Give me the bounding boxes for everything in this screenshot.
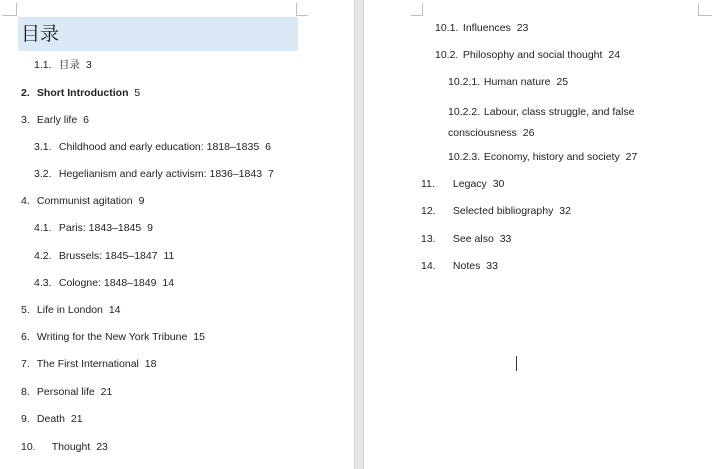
toc-entry[interactable] (21, 357, 156, 371)
toc-entry-page: 21 (100, 386, 113, 398)
toc-entry-number: 2. (21, 87, 30, 99)
toc-entry-page: 15 (193, 331, 205, 343)
toc-entry-title: Death (36, 413, 65, 425)
toc-entry-page: 5 (134, 87, 141, 99)
toc-entry-title: Short Introduction (36, 87, 129, 99)
toc-entry-number: 4.2. (34, 250, 52, 262)
toc-entry-title: Human nature (483, 76, 551, 88)
toc-entry-page: 33 (499, 233, 512, 245)
toc-entry-title: Personal life (36, 386, 95, 398)
toc-entry-number: 4.3. (34, 277, 52, 289)
toc-entry[interactable] (435, 48, 620, 62)
toc-entry-page: 25 (556, 76, 569, 88)
toc-entry-page: 23 (96, 441, 108, 453)
toc-entry-title: Hegelianism and early activism: 1836–1843 (58, 168, 263, 180)
toc-entry-number: 10.1. (435, 22, 459, 34)
toc-entry-number: 7. (21, 358, 30, 370)
toc-entry-page: 11 (163, 250, 175, 262)
toc-entry-title: The First International (36, 358, 139, 370)
toc-entry-number: 10.2.2. (448, 106, 481, 118)
toc-entry[interactable] (21, 385, 112, 399)
toc-entry-page: 27 (625, 151, 638, 163)
toc-entry-page: 23 (516, 22, 529, 34)
toc-entry-number: 11. (421, 178, 435, 190)
toc-entry[interactable] (421, 232, 511, 246)
toc-entry-page: 14 (108, 304, 121, 316)
toc-entry-title: Cologne: 1848–1849 (58, 277, 157, 289)
toc-heading-highlight (18, 17, 298, 51)
toc-entry-page: 30 (492, 178, 505, 190)
toc-entry-title: Brussels: 1845–1847 (58, 250, 158, 262)
toc-entry[interactable] (448, 102, 706, 144)
toc-entry-number: 9. (21, 413, 30, 425)
toc-entry[interactable] (448, 150, 637, 164)
toc-entry-number: 3. (21, 114, 30, 126)
toc-entry-title: Economy, history and society (483, 151, 620, 163)
toc-entry-number: 3.1. (34, 141, 52, 153)
toc-entry-title: 目录 (58, 59, 80, 71)
toc-entry[interactable] (34, 140, 271, 154)
toc-entry[interactable] (34, 276, 174, 290)
toc-entry-title: Selected bibliography (452, 205, 554, 217)
toc-entry[interactable] (435, 21, 528, 35)
toc-entry-page: 9 (138, 195, 145, 207)
toc-entry[interactable] (421, 259, 498, 273)
toc-entry-number: 10.2.3. (448, 151, 481, 163)
toc-entry-title: Communist agitation (36, 195, 133, 207)
toc-entry[interactable] (34, 58, 92, 72)
toc-entry[interactable] (21, 330, 205, 344)
toc-entry-page: 7 (267, 168, 274, 180)
toc-entry-title: Life in London (36, 304, 103, 316)
document-page-left[interactable] (0, 0, 355, 469)
toc-entry-page: 18 (144, 358, 157, 370)
toc-entry-page: 33 (486, 260, 498, 272)
toc-entry-title: Legacy (452, 178, 487, 190)
toc-entry[interactable] (21, 86, 140, 100)
toc-entry[interactable] (21, 412, 83, 426)
toc-entry[interactable] (421, 177, 504, 191)
toc-entry-page: 24 (608, 49, 621, 61)
toc-entry[interactable] (448, 75, 568, 89)
toc-entry-title: Labour, class struggle, and false consciousness (448, 106, 635, 139)
toc-entry-number: 4. (21, 195, 30, 207)
toc-entry-title: Notes (452, 260, 481, 272)
toc-entry-title: Writing for the New York Tribune (36, 331, 188, 343)
toc-entry-title: Childhood and early education: 1818–1835 (58, 141, 260, 153)
toc-entry-title: Early life (36, 114, 78, 126)
toc-entry-page: 21 (70, 413, 83, 425)
toc-entry-title: Paris: 1843–1845 (58, 222, 142, 234)
toc-entry[interactable] (21, 194, 144, 208)
toc-entry-title: See also (452, 233, 494, 245)
toc-entry-number: 8. (21, 386, 30, 398)
toc-entry-number: 1.1. (34, 59, 52, 71)
toc-entry-page: 3 (85, 59, 92, 71)
toc-entry[interactable] (34, 221, 153, 235)
toc-entry-number: 10.2. (435, 49, 459, 61)
toc-entry-number: 3.2. (34, 168, 52, 180)
toc-entry-page: 26 (522, 127, 535, 139)
text-cursor (516, 356, 517, 371)
toc-entry-title: Thought (51, 441, 91, 453)
toc-entry-number: 12. (421, 205, 436, 217)
toc-entry-page: 14 (162, 277, 175, 289)
toc-entry-number: 10. (21, 441, 36, 453)
toc-entry-number: 14. (421, 260, 436, 272)
toc-entry-number: 13. (421, 233, 436, 245)
toc-entry-title: Philosophy and social thought (462, 49, 603, 61)
toc-heading[interactable]: 目录 (21, 23, 60, 45)
toc-entry-page: 6 (83, 114, 89, 126)
toc-entry[interactable] (34, 249, 174, 263)
document-page-right[interactable] (363, 0, 720, 469)
toc-entry-page: 32 (559, 205, 571, 217)
toc-entry-number: 6. (21, 331, 30, 343)
toc-entry[interactable] (21, 440, 108, 454)
toc-entry-number: 10.2.1. (448, 76, 481, 88)
toc-entry[interactable] (21, 303, 121, 317)
toc-entry[interactable] (21, 113, 89, 127)
toc-entry[interactable] (421, 204, 571, 218)
toc-entry-page: 6 (265, 141, 271, 153)
toc-entry-page: 9 (147, 222, 154, 234)
toc-entry[interactable] (34, 167, 274, 181)
toc-entry-title: Influences (462, 22, 511, 34)
toc-entry-number: 4.1. (34, 222, 52, 234)
toc-entry-number: 5. (21, 304, 30, 316)
